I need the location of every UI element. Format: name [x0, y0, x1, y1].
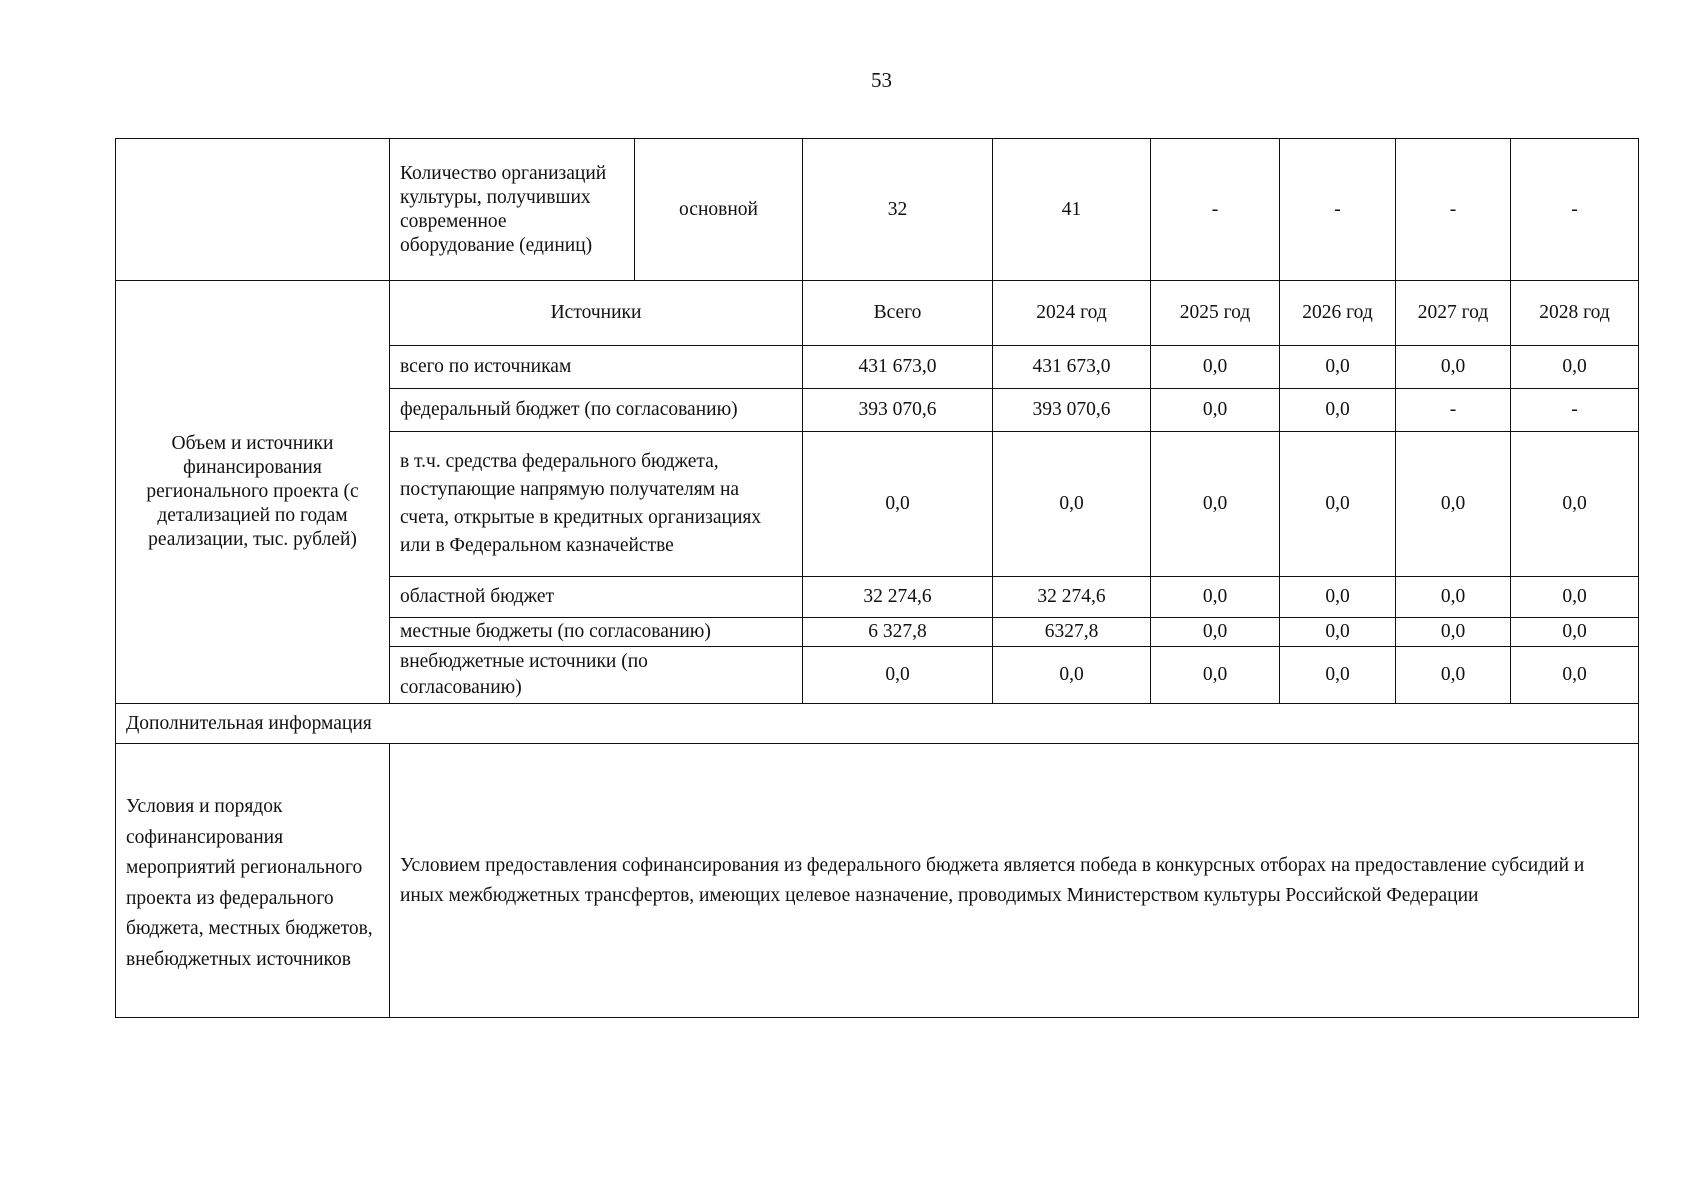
value-2028: 0,0 [1511, 346, 1639, 389]
value-2025: 0,0 [1151, 389, 1280, 432]
source-label: местные бюджеты (по согласованию) [390, 618, 803, 647]
value-2024: 0,0 [993, 432, 1151, 577]
indicator-base-value: 32 [803, 139, 993, 281]
value-2024: 6327,8 [993, 618, 1151, 647]
value-2024: 431 673,0 [993, 346, 1151, 389]
value-2026: 0,0 [1280, 618, 1396, 647]
source-label: всего по источникам [390, 346, 803, 389]
financing-header-row [116, 281, 1639, 346]
value-2027: 0,0 [1396, 647, 1511, 704]
value-2025: 0,0 [1151, 346, 1280, 389]
conditions-text: Условием предоставления софинансирования из федерального бюджета является победа в конкурсных отборах на предоставление субсидий и иных межбюджетных трансфертов, имеющих целевое назначение, проводимых Министерством культуры Российской Федерации [390, 744, 1639, 1018]
indicator-type: основной [635, 139, 803, 281]
value-2027: 0,0 [1396, 577, 1511, 618]
value-total: 393 070,6 [803, 389, 993, 432]
additional-info-title: Дополнительная информация [116, 704, 1639, 744]
indicator-value-2028: - [1511, 139, 1639, 281]
source-label: областной бюджет [390, 577, 803, 618]
indicator-row [116, 139, 1639, 281]
value-2025: 0,0 [1151, 618, 1280, 647]
header-2025: 2025 год [1151, 281, 1280, 346]
value-total: 431 673,0 [803, 346, 993, 389]
value-2028: 0,0 [1511, 577, 1639, 618]
value-2026: 0,0 [1280, 389, 1396, 432]
project-table [115, 138, 1639, 1018]
value-2024: 32 274,6 [993, 577, 1151, 618]
value-2027: 0,0 [1396, 346, 1511, 389]
header-2028: 2028 год [1511, 281, 1639, 346]
additional-info-row [116, 704, 1639, 744]
indicator-value-2026: - [1280, 139, 1396, 281]
header-sources: Источники [390, 281, 803, 346]
header-total: Всего [803, 281, 993, 346]
indicator-value-2025: - [1151, 139, 1280, 281]
value-2024: 0,0 [993, 647, 1151, 704]
value-2027: 0,0 [1396, 618, 1511, 647]
value-2028: - [1511, 389, 1639, 432]
indicator-value-2024: 41 [993, 139, 1151, 281]
indicator-label: Количество организаций культуры, получивших современное оборудование (единиц) [390, 139, 635, 281]
header-2024: 2024 год [993, 281, 1151, 346]
value-2027: 0,0 [1396, 432, 1511, 577]
value-2026: 0,0 [1280, 577, 1396, 618]
value-2028: 0,0 [1511, 432, 1639, 577]
conditions-label: Условия и порядок софинансирования мероприятий регионального проекта из федерального бюджета, местных бюджетов, внебюджетных источников [116, 744, 390, 1018]
indicator-value-2027: - [1396, 139, 1511, 281]
header-2027: 2027 год [1396, 281, 1511, 346]
value-total: 6 327,8 [803, 618, 993, 647]
value-2026: 0,0 [1280, 647, 1396, 704]
empty-cell [116, 139, 390, 281]
value-total: 32 274,6 [803, 577, 993, 618]
value-2025: 0,0 [1151, 647, 1280, 704]
financing-section-label: Объем и источники финансирования регионального проекта (с детализацией по годам реализации, тыс. рублей) [116, 281, 390, 704]
value-2024: 393 070,6 [993, 389, 1151, 432]
value-total: 0,0 [803, 432, 993, 577]
source-label: внебюджетные источники (по согласованию) [390, 647, 803, 704]
value-2025: 0,0 [1151, 577, 1280, 618]
value-2025: 0,0 [1151, 432, 1280, 577]
value-2026: 0,0 [1280, 432, 1396, 577]
value-2028: 0,0 [1511, 647, 1639, 704]
header-2026: 2026 год [1280, 281, 1396, 346]
value-total: 0,0 [803, 647, 993, 704]
value-2028: 0,0 [1511, 618, 1639, 647]
value-2026: 0,0 [1280, 346, 1396, 389]
value-2027: - [1396, 389, 1511, 432]
conditions-row [116, 744, 1639, 1018]
page-number: 53 [871, 68, 892, 92]
source-label: федеральный бюджет (по согласованию) [390, 389, 803, 432]
source-label: в т.ч. средства федерального бюджета, поступающие напрямую получателям на счета, открытые в кредитных организациях или в Федеральном казначействе [390, 432, 803, 577]
